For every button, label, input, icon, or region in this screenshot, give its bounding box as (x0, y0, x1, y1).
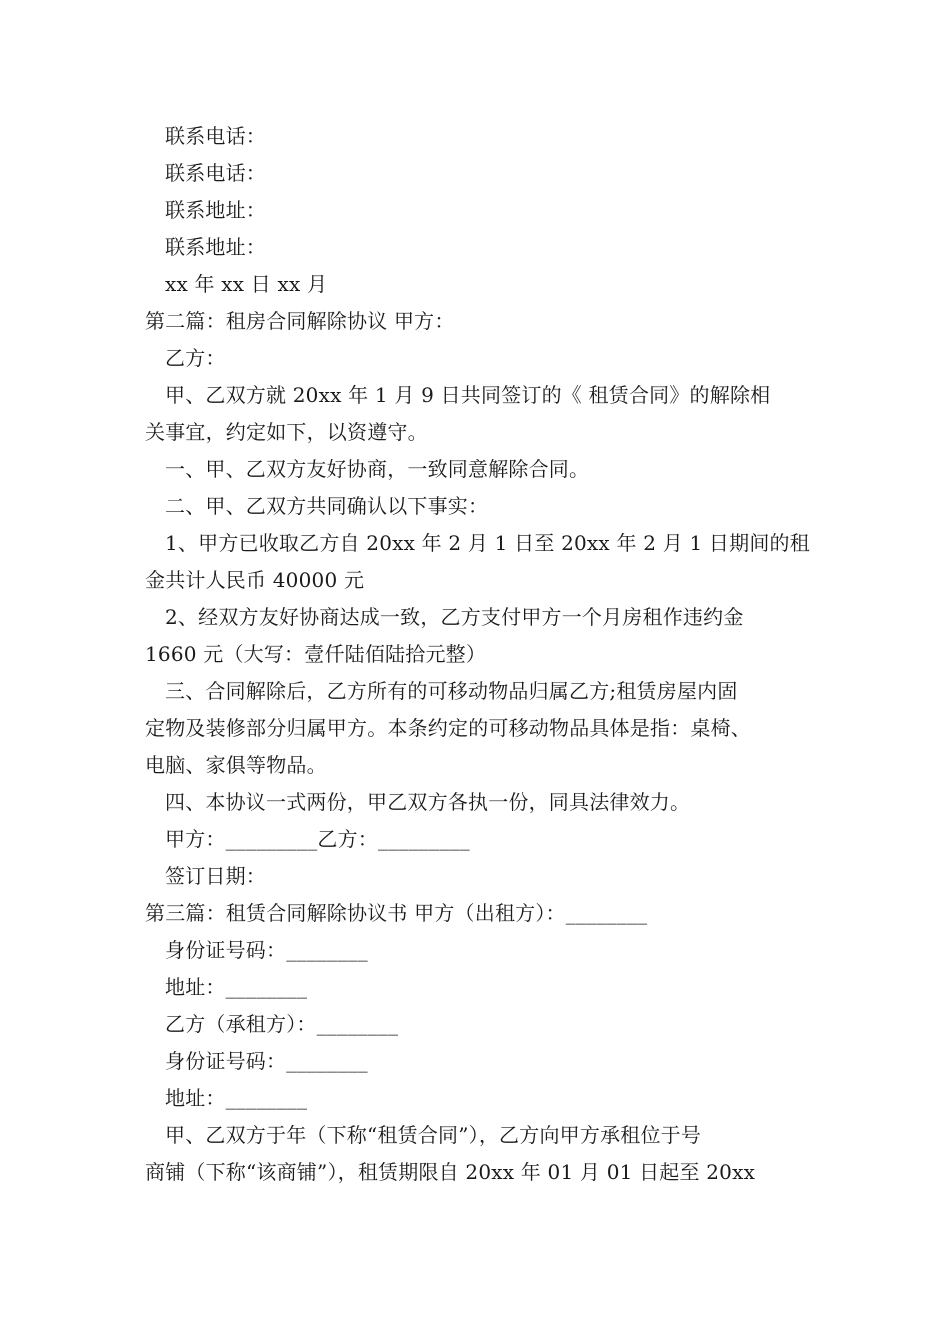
party-b-line: 乙方（承租方）：________ (165, 1012, 399, 1036)
paragraph-line: 甲、乙双方就 20xx 年 1 月 9 日共同签订的《 租赁合同》的解除相 (165, 383, 771, 407)
paragraph-line: 关事宜，约定如下，以资遵守。 (145, 420, 428, 444)
paragraph-line: 商铺（下称“该商铺”），租赁期限自 20xx 年 01 月 01 日起至 20xx (145, 1160, 756, 1184)
sign-date-line: 签订日期： (165, 864, 266, 888)
contact-address-line: 联系地址： (165, 198, 266, 222)
paragraph-line: 甲、乙双方于年（下称“租赁合同”），乙方向甲方承租位于号 (165, 1123, 702, 1147)
clause-line: 三、合同解除后，乙方所有的可移动物品归属乙方;租赁房屋内固 (165, 679, 738, 703)
contact-address-line: 联系地址： (165, 235, 266, 259)
id-number-line: 身份证号码：________ (165, 938, 368, 962)
date-line: xx 年 xx 日 xx 月 (165, 272, 328, 296)
party-b-line: 乙方： (165, 346, 226, 370)
contact-phone-line: 联系电话： (165, 124, 266, 148)
clause-line: 电脑、家俱等物品。 (145, 753, 327, 777)
address-line: 地址：________ (165, 1086, 308, 1110)
clause-line: 金共计人民币 40000 元 (145, 568, 365, 592)
clause-line: 1660 元（大写：壹仟陆佰陆拾元整） (145, 642, 487, 666)
section-heading-3: 第三篇：租赁合同解除协议书 甲方（出租方）：________ (145, 901, 648, 925)
clause-line: 一、甲、乙双方友好协商，一致同意解除合同。 (165, 457, 590, 481)
clause-line: 四、本协议一式两份，甲乙双方各执一份，同具法律效力。 (165, 790, 691, 814)
id-number-line: 身份证号码：________ (165, 1049, 368, 1073)
signature-line: 甲方：_________乙方：_________ (165, 827, 470, 851)
address-line: 地址：________ (165, 975, 308, 999)
clause-line: 定物及装修部分归属甲方。本条约定的可移动物品具体是指：桌椅、 (145, 716, 751, 740)
clause-line: 2、经双方友好协商达成一致，乙方支付甲方一个月房租作违约金 (165, 605, 744, 629)
clause-line: 1、甲方已收取乙方自 20xx 年 2 月 1 日至 20xx 年 2 月 1 日期间的租 (165, 531, 810, 555)
section-heading-2: 第二篇：租房合同解除协议 甲方： (145, 309, 455, 333)
contact-phone-line: 联系电话： (165, 161, 266, 185)
clause-line: 二、甲、乙双方共同确认以下事实： (165, 494, 489, 518)
document-page (145, 118, 815, 1191)
